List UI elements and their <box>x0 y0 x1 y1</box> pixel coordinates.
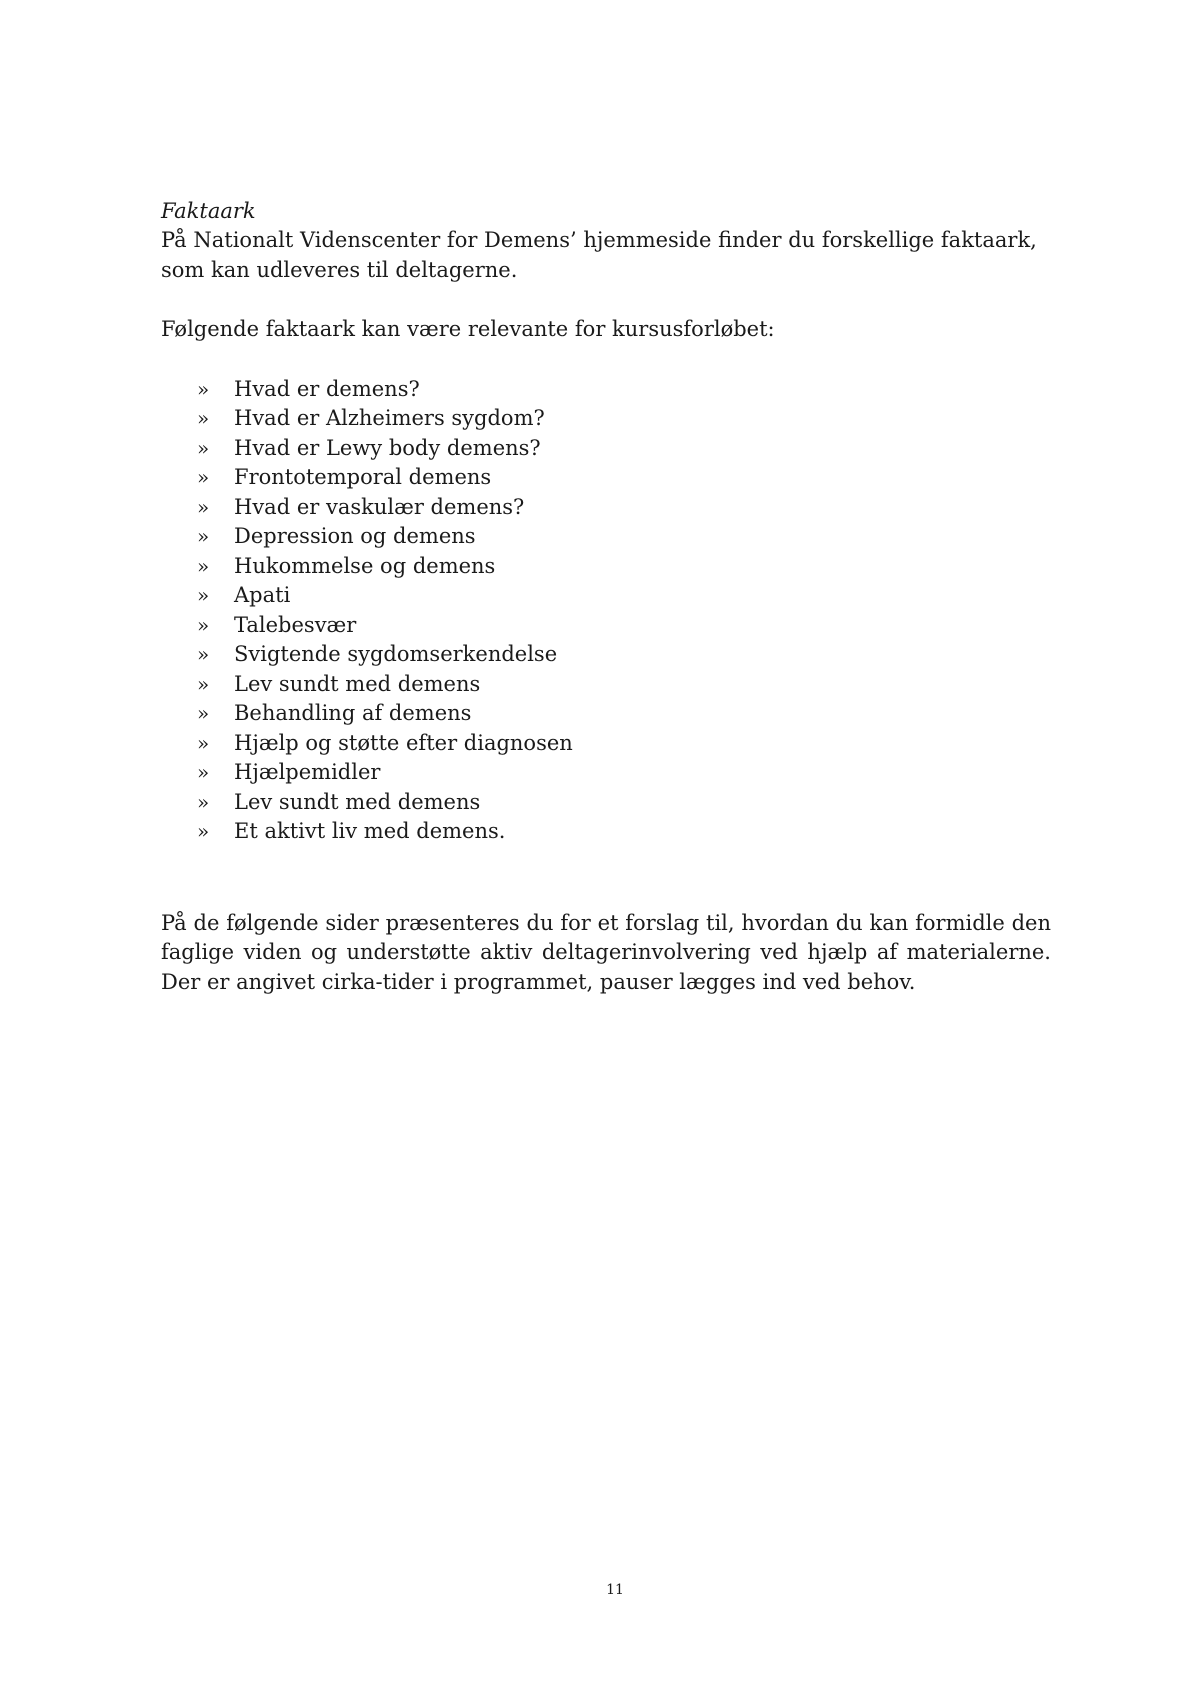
list-item-label: Depression og demens <box>234 524 476 548</box>
bullet-icon: » <box>197 435 210 460</box>
list-item <box>161 640 1051 670</box>
bullet-icon: » <box>197 553 210 578</box>
list-item-label: Hvad er vaskulær demens? <box>234 494 525 519</box>
bullet-icon: » <box>197 465 210 489</box>
list-item-label: Frontotemporal demens <box>234 465 492 489</box>
lead-paragraph: Følgende faktaark kan være relevante for kursusforløbet: <box>161 317 775 341</box>
bullet-icon: » <box>197 494 210 519</box>
list-item-label: Hjælpemidler <box>234 760 381 784</box>
list-item <box>161 699 1051 729</box>
bullet-icon: » <box>197 760 210 784</box>
bullet-icon: » <box>197 819 210 843</box>
list-item <box>161 758 1051 788</box>
list-item <box>161 375 1051 405</box>
bullet-icon: » <box>197 376 210 401</box>
list-item <box>161 522 1051 552</box>
bullet-icon: » <box>197 524 210 548</box>
list-item <box>161 434 1051 464</box>
list-item-label: Lev sundt med demens <box>234 671 481 696</box>
list-item-label: Hjælp og støtte efter diagnosen <box>234 730 573 755</box>
list-item <box>161 670 1051 700</box>
list-item-label: Behandling af demens <box>234 701 472 725</box>
list-item-label: Talebesvær <box>234 612 357 637</box>
list-item-label: Lev sundt med demens <box>234 789 481 814</box>
list-item <box>161 404 1051 434</box>
page-number: 11 <box>606 1582 624 1598</box>
list-item <box>161 817 1051 847</box>
bullet-icon: » <box>197 730 210 755</box>
list-item-label: Hukommelse og demens <box>234 553 496 578</box>
bullet-icon: » <box>197 642 210 666</box>
document-body <box>161 196 1051 997</box>
factsheet-list <box>161 375 1051 847</box>
bullet-icon: » <box>197 671 210 696</box>
bullet-icon: » <box>197 789 210 814</box>
list-item <box>161 788 1051 818</box>
list-item-label: Hvad er Alzheimers sygdom? <box>234 406 545 430</box>
list-item <box>161 463 1051 493</box>
list-item-label: Et aktivt liv med demens. <box>234 819 506 843</box>
list-item <box>161 493 1051 523</box>
bullet-icon: » <box>197 612 210 637</box>
list-item <box>161 552 1051 582</box>
list-item-label: Apati <box>234 583 291 607</box>
list-item <box>161 729 1051 759</box>
bullet-icon: » <box>197 701 210 725</box>
list-item-label: Svigtende sygdomserkendelse <box>234 642 558 666</box>
list-item-label: Hvad er Lewy body demens? <box>234 435 541 460</box>
bullet-icon: » <box>197 583 210 607</box>
list-item <box>161 611 1051 641</box>
list-item <box>161 581 1051 611</box>
bullet-icon: » <box>197 406 210 430</box>
section-title: Faktaark <box>161 199 256 223</box>
intro-paragraph: På Nationalt Videnscenter for Demens’ hjemmeside finder du forskellige faktaark, som kan udleveres til deltagerne. <box>161 228 1037 282</box>
list-item-label: Hvad er demens? <box>234 376 420 401</box>
closing-paragraph: På de følgende sider præsenteres du for et forslag til, hvordan du kan formidle den faglige viden og understøtte aktiv deltagerinvolvering ved hjælp af materialerne. Der er angivet cirka-tider i programmet, pauser lægges ind ved behov. <box>161 910 1051 994</box>
